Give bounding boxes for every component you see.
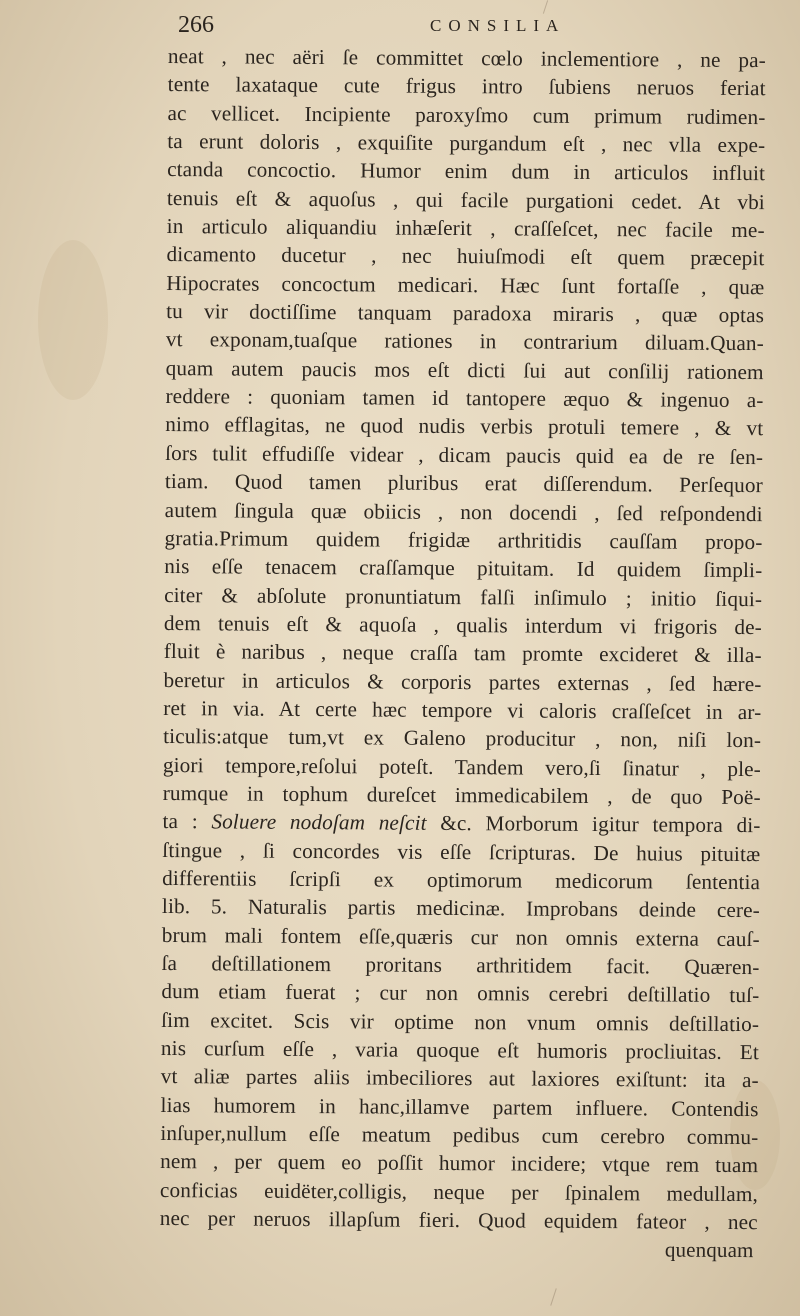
- text-line: nem , per quem eo poſſit humor incidere; vtque rem tuam: [160, 1149, 759, 1178]
- text-line: ſim excitet. Scis vir optime non vnum omnis deſtillatio-: [161, 1007, 760, 1036]
- text-line: nec per neruos illapſum fieri. Quod equidem fateor , nec: [159, 1206, 758, 1235]
- text-line: tenuis eſt & aquoſus , qui facile purgationi cedet. At vbi: [166, 185, 765, 214]
- text-line: nis curſum eſſe , varia quoque eſt humoris procliuitas. Et: [160, 1036, 760, 1065]
- text-line: conficias euidëter,colligis, neque per ſpinalem medullam,: [159, 1177, 759, 1206]
- text-line: ta : Soluere nodoſam neſcit &c. Morborum igitur tempora di-: [162, 809, 761, 838]
- text-line: Hipocrates concoctum medicari. Hæc ſunt fortaſſe , quæ: [166, 270, 765, 299]
- text-line: dicamento ducetur , nec huiuſmodi eſt quem præcepit: [166, 242, 765, 271]
- text-line: vt exponam,tuaſque rationes in contrarium diluam.Quan-: [165, 327, 764, 356]
- text-line: lib. 5. Naturalis partis medicinæ. Improbans deinde cere-: [161, 894, 761, 923]
- text-line: quam autem paucis mos eſt dicti ſui aut conſilij rationem: [165, 355, 764, 384]
- text-line: dem tenuis eſt & aquoſa , qualis interdum vi frigoris de-: [163, 610, 763, 640]
- text-line: brum mali fontem eſſe,quæris cur non omnis externa cauſ-: [161, 922, 760, 951]
- text-line: vt aliæ partes aliis imbeciliores aut laxiores exiſtunt: ita a-: [160, 1064, 759, 1093]
- text-line: nimo efflagitas, ne quod nudis verbis protuli temere , & vt: [165, 412, 764, 441]
- page-number: 266: [178, 12, 214, 38]
- running-head: CONSILIA: [430, 16, 566, 35]
- text-line: lias humorem in hanc,illamve partem influere. Contendis: [160, 1092, 759, 1121]
- text-line: ta erunt doloris , exquiſite purgandum eſt , nec vlla expe-: [167, 129, 766, 158]
- body-text: [159, 42, 765, 1265]
- pencil-mark: [550, 1288, 557, 1305]
- paper-stain: [38, 240, 108, 400]
- text-line: citer & abſolute pronuntiatum falſi inſimulo ; initio ſiqui-: [164, 582, 763, 611]
- text-line: ac vellicet. Incipiente paroxyſmo cum primum rudimen-: [167, 100, 766, 129]
- page-header: [178, 10, 738, 44]
- text-line: autem ſingula quæ obiicis , non docendi , ſed reſpondendi: [164, 497, 763, 526]
- text-line: ticulis:atque tum,vt ex Galeno producitur , non, niſi lon-: [163, 724, 762, 753]
- text-line: ſtingue , ſi concordes vis eſſe ſcripturas. De huius pituitæ: [162, 837, 761, 866]
- text-line: ctanda concoctio. Humor enim dum in articulos influit: [167, 157, 766, 186]
- text-line: rumque in tophum dureſcet immedicabilem , de quo Poë-: [162, 780, 761, 810]
- text-line: inſuper,nullum eſſe meatum pedibus cum cerebro commu-: [160, 1121, 759, 1150]
- text-line: tu vir doctiſſime tanquam paradoxa miraris , quæ optas: [166, 299, 765, 328]
- text-line: neat , nec aëri ſe committet cœlo inclementiore , ne pa-: [167, 43, 766, 73]
- text-line: gratia.Primum quidem frigidæ arthritidis cauſſam propo-: [164, 525, 763, 555]
- text-line: reddere : quoniam tamen id tantopere æquo & ingenuo a-: [165, 384, 764, 413]
- catchword-line: [159, 1232, 753, 1264]
- text-line: giori tempore,reſolui poteſt. Tandem vero,ſi ſinatur , ple-: [162, 752, 762, 781]
- italic-quotation: Soluere nodoſam neſcit: [211, 809, 427, 836]
- text-line: ſors tulit effudiſſe videar , dicam paucis quid ea de re ſen-: [165, 440, 764, 469]
- text-line: ret in via. At certe hæc tempore vi caloris craſſeſcet in ar-: [163, 695, 762, 725]
- text-line: nis eſſe tenacem craſſamque pituitam. Id quidem ſimpli-: [164, 554, 763, 583]
- text-line: beretur in articulos & corporis partes externas , ſed hære-: [163, 667, 762, 696]
- catchword: quenquam: [664, 1237, 754, 1263]
- text-line: in articulo aliquandiu inhæſerit , craſſeſcet, nec facile me-: [166, 214, 765, 243]
- text-line: dum etiam fuerat ; cur non omnis cerebri deſtillatio tuſ-: [161, 979, 760, 1008]
- text-line: differentiis ſcripſi ex optimorum medicorum ſententia: [162, 865, 761, 895]
- text-line: ſa deſtillationem proritans arthritidem facit. Quæren-: [161, 950, 760, 980]
- text-line: tiam. Quod tamen pluribus erat diſſerendum. Perſequor: [164, 469, 764, 498]
- text-line: tente laxataque cute frigus intro ſubiens neruos feriat: [167, 72, 766, 101]
- text-line: fluit è naribus , neque craſſa tam promte excideret & illa-: [163, 639, 762, 668]
